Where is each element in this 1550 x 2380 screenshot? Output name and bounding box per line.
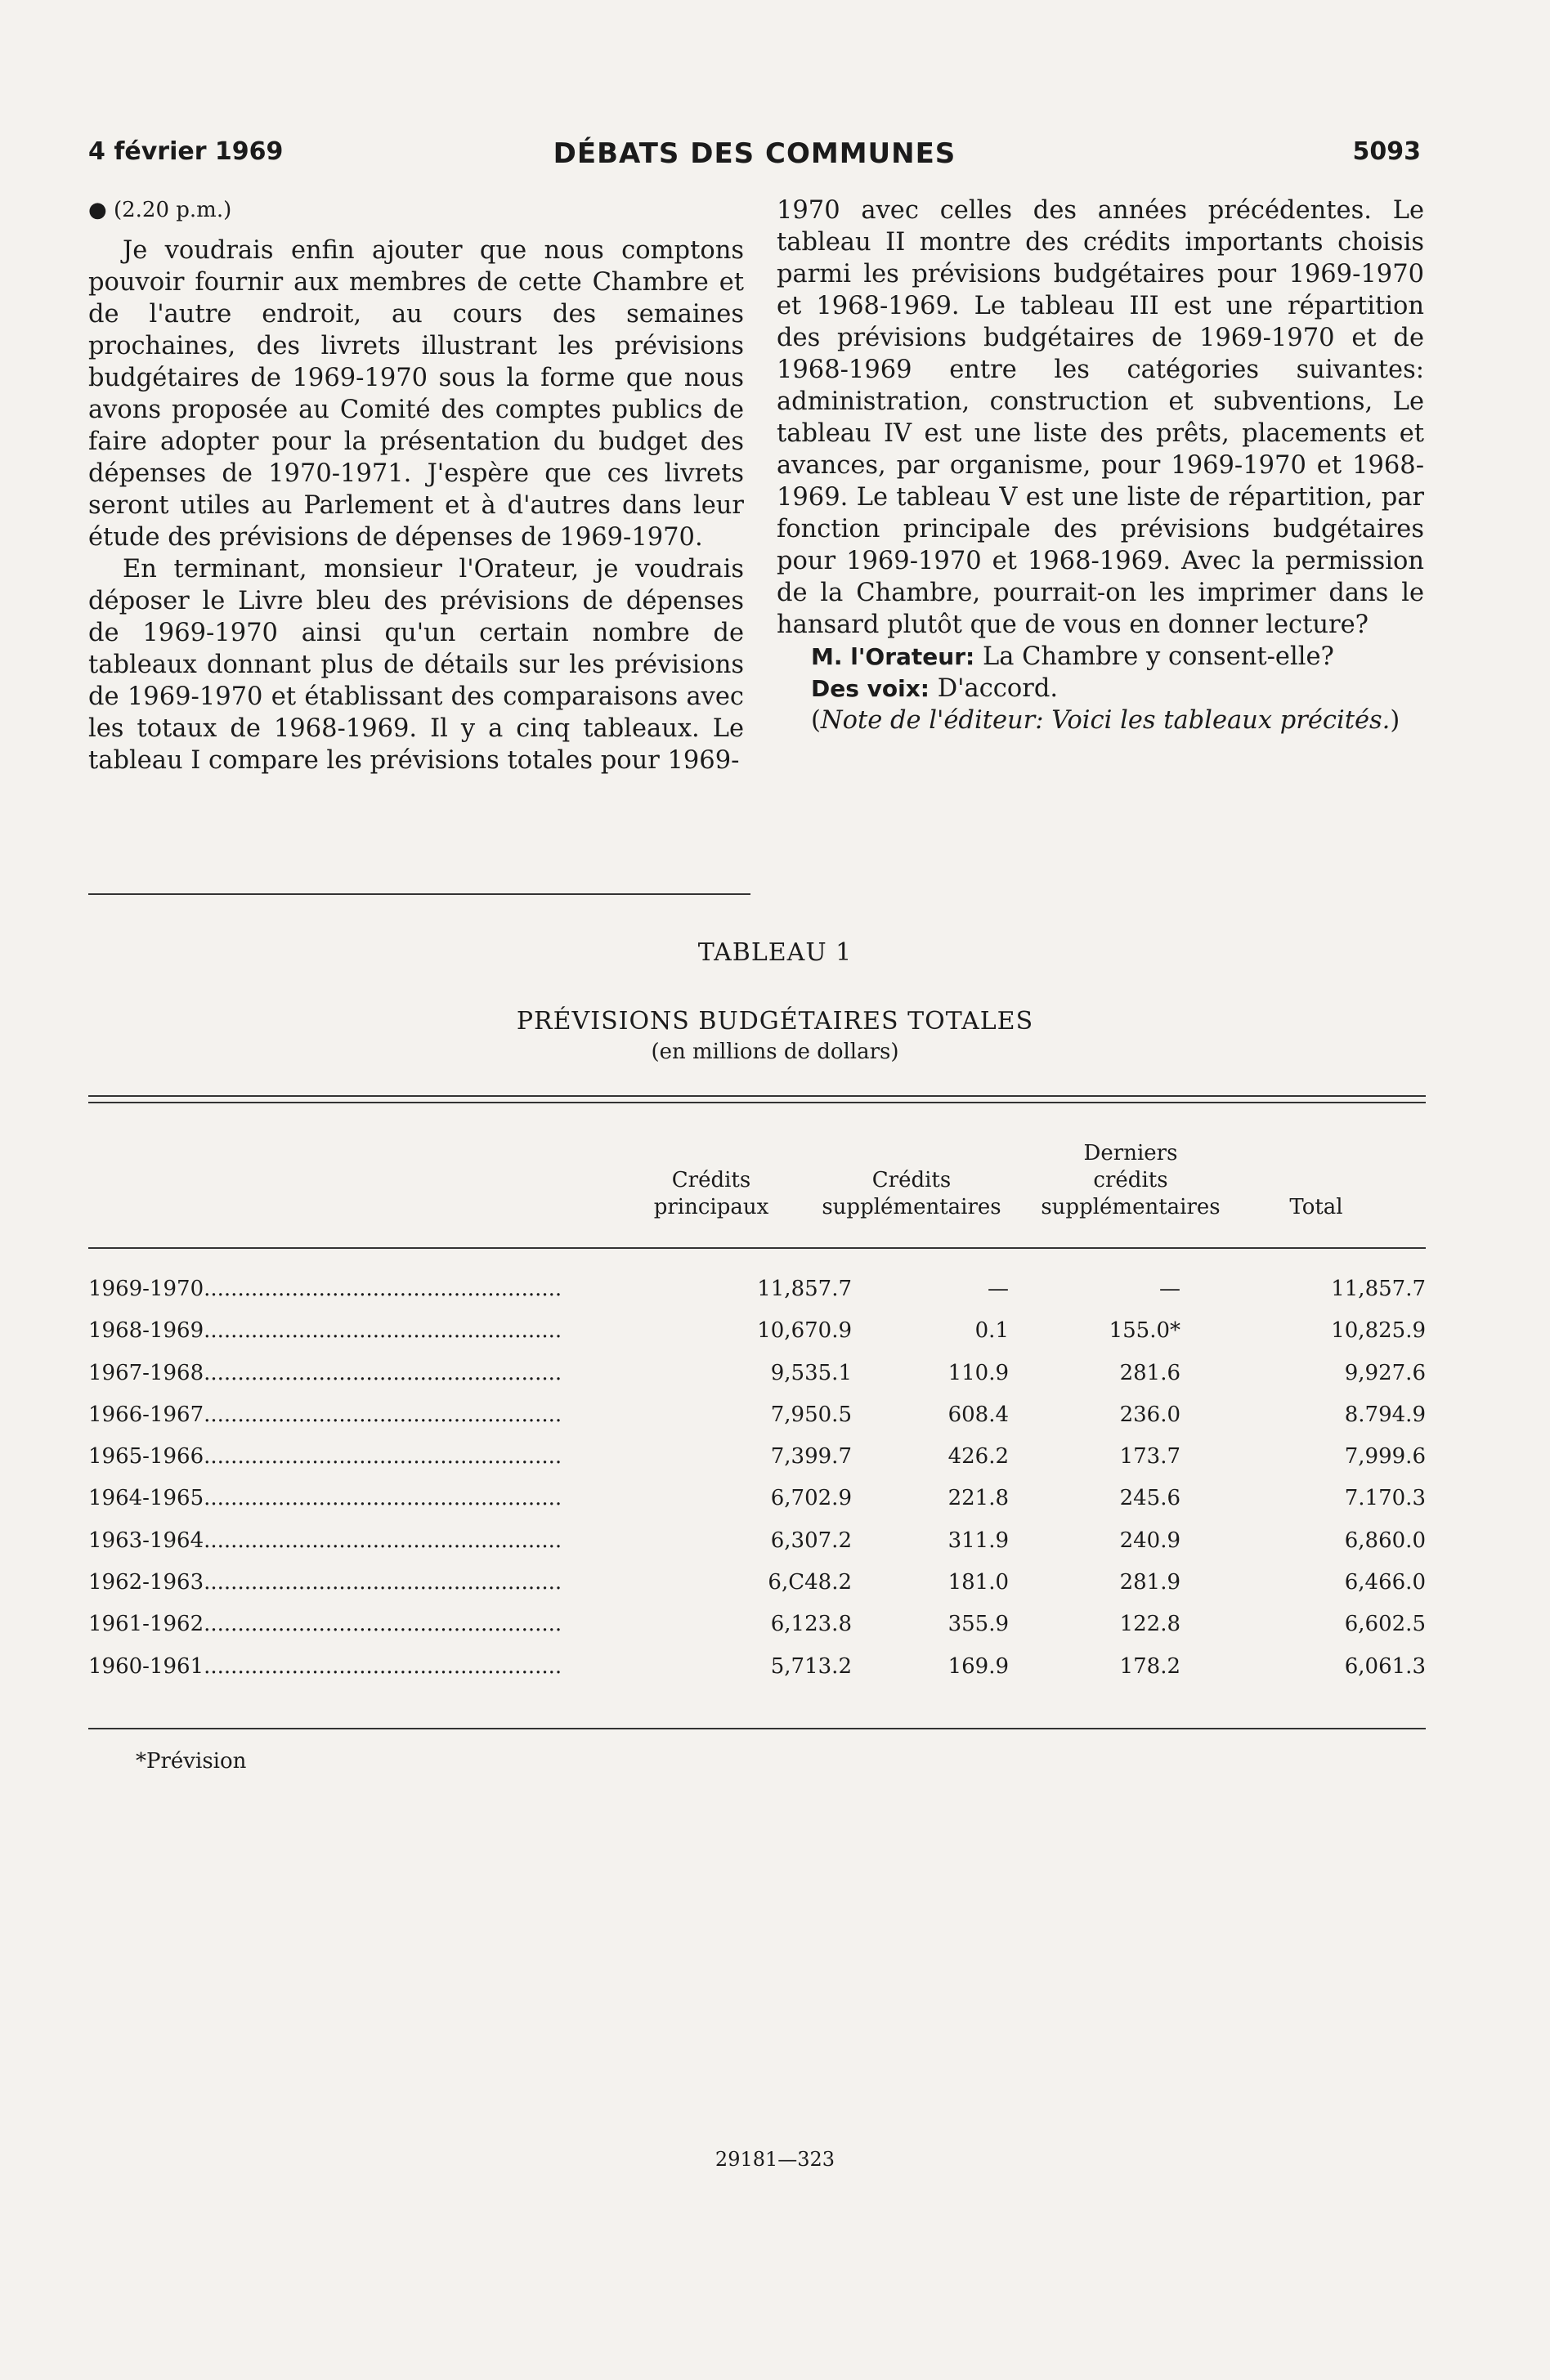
table-header-rule <box>88 1247 1426 1249</box>
cell-principaux: 6,702.9 <box>770 1486 852 1511</box>
table-row <box>88 1359 1426 1401</box>
table-row <box>88 1317 1426 1358</box>
cell-derniers: 245.6 <box>1119 1486 1180 1511</box>
cell-supplementaires: 110.9 <box>947 1360 1009 1385</box>
header-total: Total <box>1289 1195 1343 1219</box>
row-year: 1969-1970..................................................... <box>88 1277 562 1301</box>
cell-total: 8.794.9 <box>1344 1402 1426 1427</box>
note-close-paren: ) <box>1390 706 1400 735</box>
header-credits-supplementaires <box>809 1167 1014 1221</box>
cell-principaux: 6,123.8 <box>770 1612 852 1637</box>
cell-principaux: 10,670.9 <box>757 1318 852 1344</box>
header-derniers-credits <box>1020 1140 1241 1221</box>
cell-total: 6,602.5 <box>1344 1612 1426 1637</box>
cell-derniers: 122.8 <box>1119 1612 1180 1637</box>
row-year: 1965-1966..................................................... <box>88 1444 562 1470</box>
cell-derniers: 240.9 <box>1119 1528 1180 1553</box>
table-row <box>88 1484 1426 1526</box>
note-open-paren: ( <box>811 706 821 735</box>
row-year: 1961-1962..................................................... <box>88 1612 562 1637</box>
cell-total: 11,857.7 <box>1331 1277 1426 1301</box>
header-line: Derniers <box>1083 1141 1178 1165</box>
cell-supplementaires: 181.0 <box>947 1570 1009 1595</box>
cell-supplementaires: 221.8 <box>947 1486 1009 1511</box>
cell-principaux: 9,535.1 <box>770 1360 852 1385</box>
speaker-line-1 <box>777 641 1424 673</box>
table-title: TABLEAU 1 <box>697 938 853 967</box>
cell-supplementaires: 0.1 <box>974 1318 1009 1344</box>
header-date: 4 février 1969 <box>88 137 284 166</box>
cell-principaux: 11,857.7 <box>757 1277 852 1301</box>
row-year: 1964-1965..................................................... <box>88 1486 562 1511</box>
cell-supplementaires: 426.2 <box>947 1444 1009 1470</box>
table-body <box>88 1275 1426 1694</box>
row-year: 1967-1968..................................................... <box>88 1360 562 1385</box>
left-paragraph-1: Je voudrais enfin ajouter que nous comptons pouvoir fournir aux membres de cette Chambre et de l'autre endroit, au cours des semaines prochaines, des livrets illustrant les prévisions budgétaires de 1969-1970 sous la forme que nous avons proposée au Comité des comptes publics de faire adopter pour la présentation du budget des dépenses de 1970-1971. J'espère que ces livrets seront utiles au Parlement et à d'autres dans leur étude des prévisions de dépenses de 1969-1970. <box>88 236 744 552</box>
cell-supplementaires: 608.4 <box>947 1402 1009 1427</box>
cell-principaux: 7,950.5 <box>770 1402 852 1427</box>
speaker-name-2: Des voix: <box>811 675 930 702</box>
cell-derniers: 236.0 <box>1119 1402 1180 1427</box>
footer-code: 29181—323 <box>715 2148 835 2171</box>
cell-supplementaires: 169.9 <box>947 1653 1009 1679</box>
editor-note <box>777 705 1424 736</box>
cell-principaux: 6,307.2 <box>770 1528 852 1553</box>
header-credits-principaux <box>621 1167 801 1221</box>
right-column <box>777 195 1424 736</box>
cell-principaux: 5,713.2 <box>770 1653 852 1679</box>
header-line: Crédits <box>871 1168 952 1192</box>
cell-total: 9,927.6 <box>1344 1360 1426 1385</box>
table-row <box>88 1443 1426 1484</box>
table-footnote: *Prévision <box>136 1749 247 1774</box>
header-line: principaux <box>653 1195 769 1219</box>
table-subtitle: PRÉVISIONS BUDGÉTAIRES TOTALES <box>516 1007 1034 1036</box>
cell-total: 6,466.0 <box>1344 1570 1426 1595</box>
table-row <box>88 1275 1426 1317</box>
cell-total: 7.170.3 <box>1344 1486 1426 1511</box>
table-row <box>88 1401 1426 1443</box>
cell-derniers: 155.0* <box>1109 1318 1180 1344</box>
row-year: 1960-1961..................................................... <box>88 1653 562 1679</box>
cell-total: 6,061.3 <box>1344 1653 1426 1679</box>
cell-derniers: — <box>1159 1277 1180 1301</box>
header-line: Crédits <box>671 1168 751 1192</box>
cell-supplementaires: 311.9 <box>947 1528 1009 1553</box>
speech-text-2: D'accord. <box>930 674 1059 703</box>
table-row <box>88 1568 1426 1610</box>
cell-supplementaires: 355.9 <box>947 1612 1009 1637</box>
table-row <box>88 1653 1426 1694</box>
table-bottom-rule <box>88 1728 1426 1729</box>
header-line: supplémentaires <box>822 1195 1001 1219</box>
cell-total: 6,860.0 <box>1344 1528 1426 1553</box>
speaker-name-1: M. l'Orateur: <box>811 643 975 670</box>
cell-total: 10,825.9 <box>1331 1318 1426 1344</box>
cell-principaux: 6,C48.2 <box>768 1570 852 1595</box>
note-text: Note de l'éditeur: Voici les tableaux précités. <box>820 706 1391 735</box>
table-top-rule <box>88 1095 1426 1103</box>
cell-principaux: 7,399.7 <box>770 1444 852 1470</box>
right-paragraph-1: 1970 avec celles des années précédentes. Le tableau II montre des crédits importants choisis parmi les prévisions budgétaires pour 1969-1970 et 1968-1969. Le tableau III est une répartition des prévisions budgétaires de 1969-1970 et de 1968-1969 entre les catégories suivantes: administration, construction et subventions, Le tableau IV est une liste des prêts, placements et avances, par organisme, pour 1969-1970 et 1968-1969. Le tableau V est une liste de répartition, par fonction principale des prévisions budgétaires pour 1969-1970 et 1968-1969. Avec la permission de la Chambre, pourrait-on les imprimer dans le hansard plutôt que de vous en donner lecture? <box>777 196 1424 639</box>
row-year: 1968-1969..................................................... <box>88 1318 562 1344</box>
row-year: 1966-1967..................................................... <box>88 1402 562 1427</box>
speech-text-1: La Chambre y consent-elle? <box>974 642 1334 671</box>
page-header <box>88 137 1421 173</box>
left-column <box>88 195 744 776</box>
left-paragraph-2: En terminant, monsieur l'Orateur, je voudrais déposer le Livre bleu des prévisions de dépenses de 1969-1970 ainsi qu'un certain nombre de tableaux donnant plus de détails sur les prévisions de 1969-1970 et établissant des comparaisons avec les totaux de 1968-1969. Il y a cinq tableaux. Le tableau I compare les prévisions totales pour 1969- <box>88 555 744 775</box>
cell-total: 7,999.6 <box>1344 1444 1426 1470</box>
row-year: 1962-1963..................................................... <box>88 1570 562 1595</box>
table-unit: (en millions de dollars) <box>651 1040 899 1064</box>
cell-derniers: 178.2 <box>1119 1653 1180 1679</box>
cell-supplementaires: — <box>988 1277 1009 1301</box>
speaker-line-2 <box>777 673 1424 705</box>
header-line: supplémentaires <box>1041 1195 1221 1219</box>
cell-derniers: 281.9 <box>1119 1570 1180 1595</box>
section-divider <box>88 893 750 895</box>
table-row <box>88 1527 1426 1568</box>
header-line: crédits <box>1093 1168 1168 1192</box>
time-marker: ● (2.20 p.m.) <box>88 198 232 222</box>
table-row <box>88 1610 1426 1652</box>
page-number: 5093 <box>1352 137 1421 166</box>
cell-derniers: 173.7 <box>1119 1444 1180 1470</box>
cell-derniers: 281.6 <box>1119 1360 1180 1385</box>
row-year: 1963-1964..................................................... <box>88 1528 562 1553</box>
header-title: DÉBATS DES COMMUNES <box>553 137 956 170</box>
